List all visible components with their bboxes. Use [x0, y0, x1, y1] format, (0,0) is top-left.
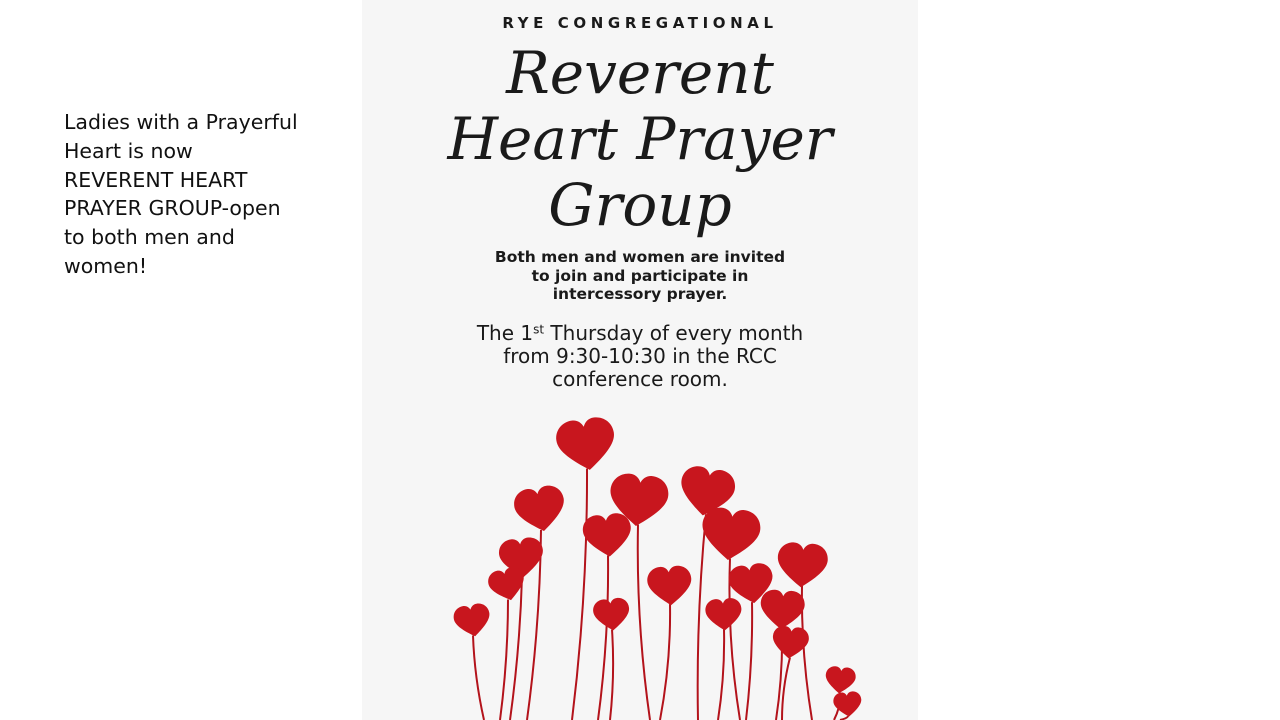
heart-icon: [705, 597, 743, 631]
invitation-line: Both men and women are invited: [494, 248, 786, 266]
invitation-line: intercessory prayer.: [552, 285, 728, 303]
side-note-line: Ladies with a Prayerful: [64, 110, 298, 134]
invitation-text: [362, 248, 918, 304]
schedule-line: [362, 322, 918, 345]
flyer-title: [362, 40, 918, 238]
heart-icon: [581, 512, 633, 559]
heart-stem: [610, 630, 613, 720]
heart-stem: [638, 525, 650, 720]
heart-icon: [646, 565, 693, 607]
heart-stem: [598, 555, 608, 720]
heart-icon: [699, 506, 762, 563]
side-note-line: women!: [64, 253, 148, 278]
schedule-line: conference room.: [552, 367, 728, 391]
heart-stem: [840, 716, 848, 720]
heart-stem: [782, 658, 790, 720]
invitation-line: to join and participate in: [531, 266, 749, 285]
ordinal-suffix: st: [533, 322, 545, 337]
heart-icon: [759, 589, 806, 631]
schedule-text: [362, 322, 918, 391]
heart-stem: [473, 636, 484, 720]
schedule-day: Thursday of every month: [544, 321, 804, 345]
heart-icon: [776, 541, 829, 589]
heart-icon: [452, 602, 493, 640]
heart-icon: [554, 415, 619, 474]
heart-icon: [824, 665, 857, 695]
heart-icon: [512, 483, 569, 535]
organization-name: RYE CONGREGATIONAL: [502, 14, 778, 32]
flyer-title-line: Group: [548, 171, 732, 239]
heart-stem: [500, 600, 508, 720]
heart-icon: [592, 597, 631, 632]
prayer-group-flyer: [362, 0, 918, 720]
heart-stem: [572, 469, 587, 720]
flyer-title-line: Reverent: [506, 39, 774, 107]
side-note-line: to both men and: [64, 225, 235, 250]
side-note-line: PRAYER GROUP-open: [64, 196, 281, 221]
heart-stem: [746, 602, 752, 720]
side-note-text: [64, 108, 314, 281]
heart-stem: [698, 514, 706, 720]
schedule-prefix: The 1: [476, 321, 534, 345]
heart-stem: [660, 604, 670, 720]
schedule-line: from 9:30-10:30 in the RCC: [503, 344, 777, 368]
heart-stem: [718, 630, 724, 720]
flyer-title-line: Heart Prayer: [447, 105, 833, 173]
side-note-line: Heart is now: [64, 138, 193, 163]
side-note-line: REVERENT HEART: [64, 167, 248, 192]
